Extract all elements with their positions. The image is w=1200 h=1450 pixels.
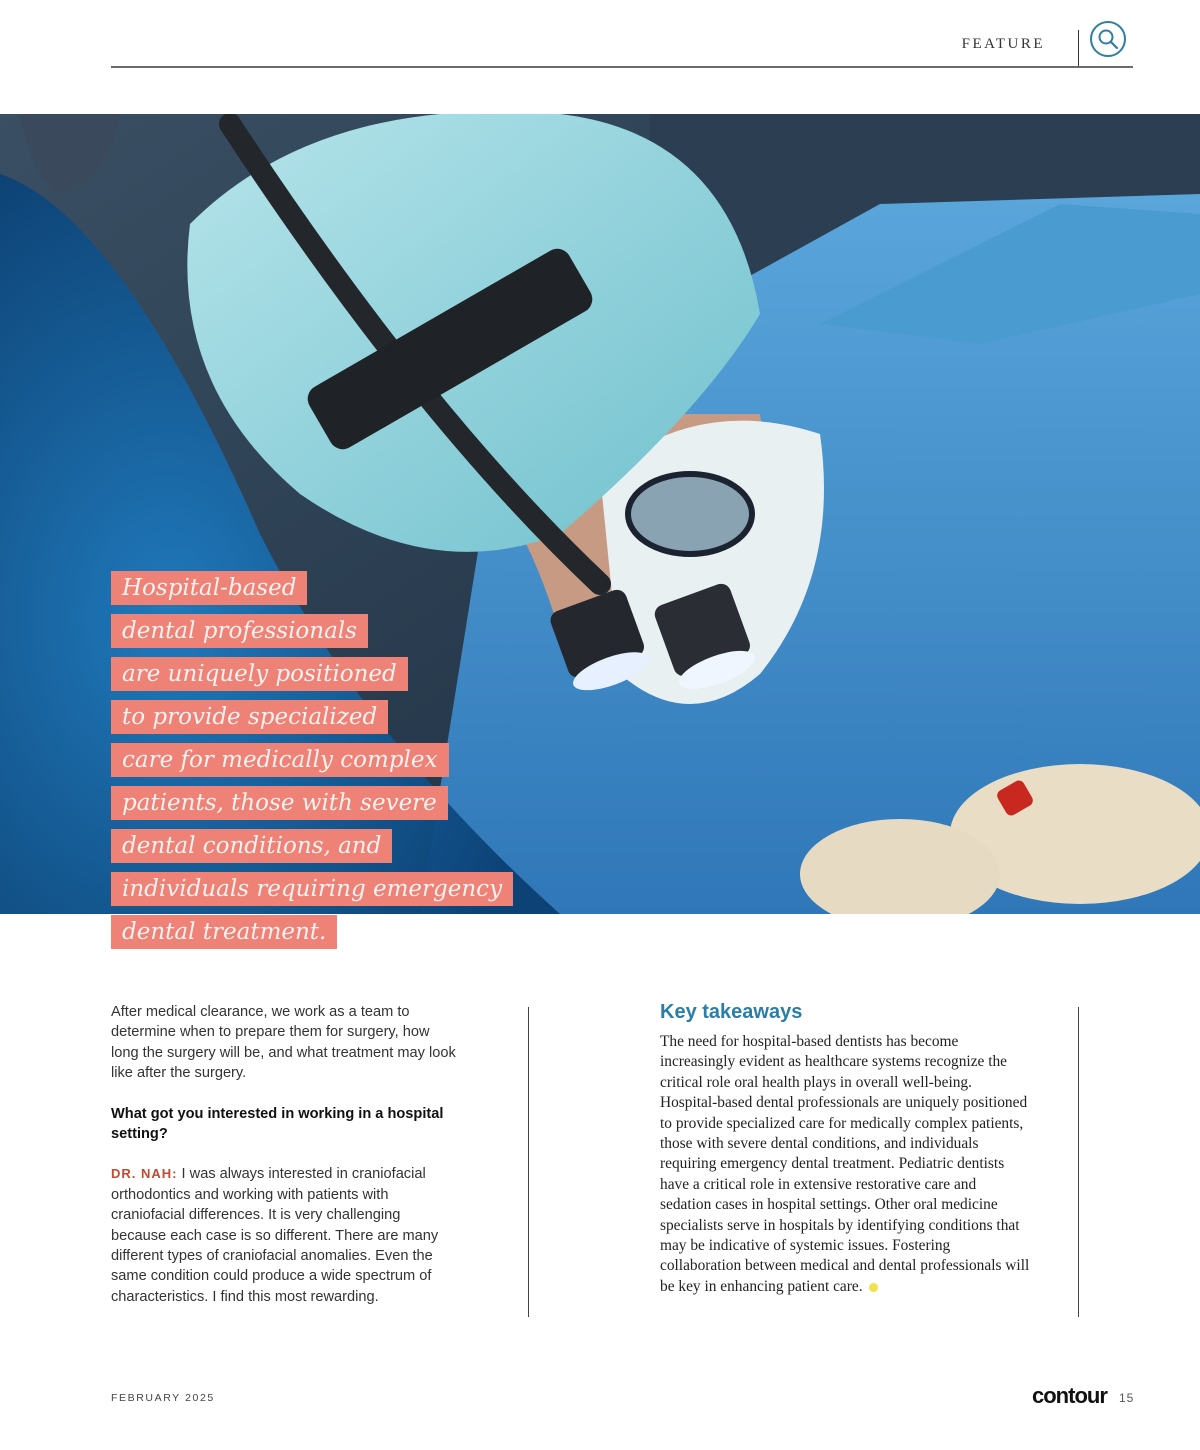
key-takeaways-title: Key takeaways	[660, 1001, 803, 1023]
key-takeaways-body	[660, 1032, 1030, 1297]
key-takeaways-box	[660, 1001, 1030, 1297]
column-divider	[528, 1007, 529, 1317]
speaker-label: DR. NAH:	[111, 1166, 178, 1182]
issue-date: FEBRUARY 2025	[111, 1392, 215, 1404]
answer-text: I was always interested in craniofacial orthodontics and working with patients with craniofacial differences. It is very challenging because each case is so different. There are many different types of craniofacial anomalies. Even the same condition could produce a wide spectrum of characteristics. I find this most rewarding.	[111, 1166, 439, 1305]
end-mark-icon	[869, 1283, 878, 1292]
interview-question: What got you interested in working in a hospital setting?	[111, 1105, 444, 1143]
pull-quote-line: dental treatment.	[111, 915, 337, 949]
pull-quote-line: care for medically complex	[111, 743, 449, 777]
pull-quote-line: dental conditions, and	[111, 829, 392, 863]
pull-quote-line: to provide specialized	[111, 700, 388, 734]
article-column-left	[111, 1002, 456, 1327]
search-icon	[1097, 28, 1119, 50]
pull-quote-line: individuals requiring emergency	[111, 872, 513, 906]
header-divider	[1078, 30, 1079, 68]
box-divider	[1078, 1007, 1079, 1317]
header-rule	[111, 66, 1133, 68]
pull-quote-line: Hospital-based	[111, 571, 307, 605]
search-button[interactable]	[1090, 21, 1126, 57]
intro-paragraph: After medical clearance, we work as a team to determine when to prepare them for surgery, how long the surgery will be, and what treatment may look like after the surgery.	[111, 1004, 456, 1082]
section-label: FEATURE	[961, 36, 1045, 52]
pull-quote	[111, 571, 591, 958]
page-number: 15	[1119, 1391, 1135, 1405]
brand-logo: contour	[1032, 1383, 1107, 1408]
key-takeaways-text: The need for hospital-based dentists has become increasingly evident as healthcare systems recognize the critical role oral health plays in overall well-being. Hospital-based dental professionals are uniquely positioned to provide specialized care for medically complex patients, those with severe dental conditions, and individuals requiring emergency dental treatment. Pediatric dentists have a critical role in extensive restorative care and sedation cases in hospital settings. Other oral medicine specialists serve in hospitals by identifying conditions that may be indicative of systemic issues. Fostering collaboration between medical and dental professionals will be key in enhancing patient care.	[660, 1033, 1030, 1295]
interview-answer	[111, 1164, 456, 1307]
pull-quote-line: are uniquely positioned	[111, 657, 408, 691]
pull-quote-line: patients, those with severe	[111, 786, 448, 820]
pull-quote-line: dental professionals	[111, 614, 368, 648]
